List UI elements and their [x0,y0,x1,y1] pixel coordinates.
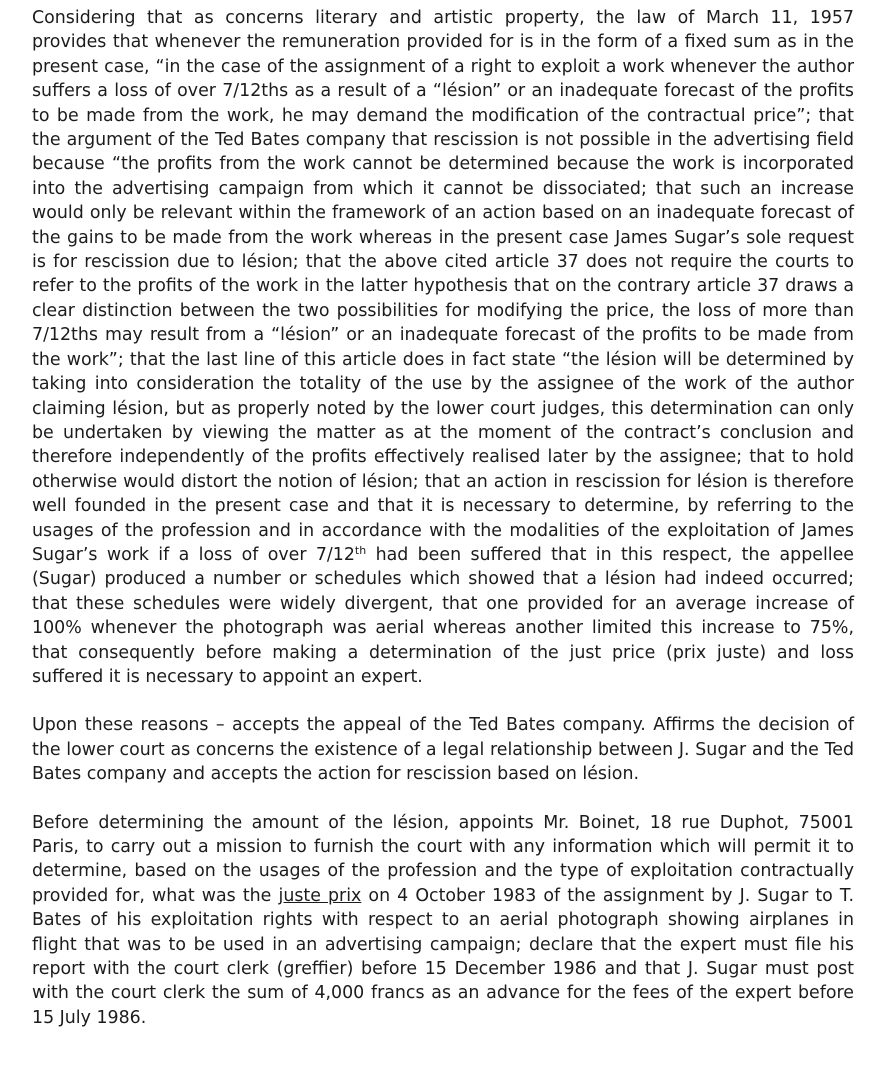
underlined-juste-prix: juste prix [278,885,362,906]
paragraph-1-text-a: Considering that as concerns literary and artistic property, the law of March 11, 1957 provides that whenever the remuneration provided for is in the form of a fixed sum as in the present case, “in the case of the assignment of a right to exploit a work whenever the author suffers a loss of over 7/12ths as a result of a “lésion” or an inadequate forecast of the profits to be made from the work, he may demand the modification of the contractual price”; that the argument of the Ted Bates company that rescission is not possible in the advertising field because “the profits from the work cannot be determined because the work is incorporated into the advertising campaign from which it cannot be dissociated; that such an increase would only be relevant within the framework of an action based on an inadequate forecast of the gains to be made from the work whereas in the present case James Sugar’s sole request is for rescission due to lésion; that the above cited article 37 does not require the courts to refer to the profits of the work in the latter hypothesis that on the contrary article 37 draws a clear distinction between the two possibilities for modifying the price, the loss of more than 7/12ths may result from a “lésion” or an inadequate forecast of the profits to be made from the work”; that the last line of this article does in fact state “the lésion will be determined by taking into consideration the totality of the use by the assignee of the work of the author claiming lésion, but as properly noted by the lower court judges, this determination can only be undertaken by viewing the matter as at the moment of the contract’s conclusion and therefore independently of the profits effectively realised later by the assignee; that to hold otherwise would distort the notion of lésion; that an action in rescission for lésion is therefore well founded in the present case and that it is necessary to determine, by referring to the usages of the profession and in accordance with the modalities of the exploitation of James Sugar’s work if a loss of over 7/12 [32,8,854,565]
paragraph-spacer [32,689,854,713]
paragraph-3-text-b: on 4 October 1983 of the assignment by J. Sugar to T. Bates of his exploitation rights with respect to an aerial photograph showing airplanes in flight that was to be used in an advertising campaign; declare that the expert must file his report with the court clerk (greffier) before 15 December 1986 and that J. Sugar must post with the court clerk the sum of 4,000 francs as an advance for the fees of the expert before 15 July 1986. [32,885,854,1028]
paragraph-expert-appointment [32,811,854,1031]
paragraph-considering [32,6,854,689]
paragraph-3-text-a: Before determining the amount of the lésion, appoints Mr. Boinet, 18 rue Duphot, 75001 Paris, to carry out a mission to furnish the court with any information which will permit it to determine, based on the usages of the profession and the type of exploitation contractually provided for, what was the [32,812,854,906]
ordinal-superscript: th [354,543,367,557]
paragraph-upon-these-reasons: Upon these reasons – accepts the appeal of the Ted Bates company. Affirms the decision of the lower court as concerns the existence of a legal relationship between J. Sugar and the Ted Bates company and accepts the action for rescission based on lésion. [32,715,854,785]
paragraph-1-text-b: had been suffered that in this respect, the appellee (Sugar) produced a number or schedules which showed that a lésion had indeed occurred; that these schedules were widely divergent, that one provided for an average increase of 100% whenever the photograph was aerial whereas another limited this increase to 75%, that consequently before making a determination of the just price (prix juste) and loss suffered it is necessary to appoint an expert. [32,544,855,687]
document-page [32,6,854,1030]
paragraph-spacer [32,787,854,811]
